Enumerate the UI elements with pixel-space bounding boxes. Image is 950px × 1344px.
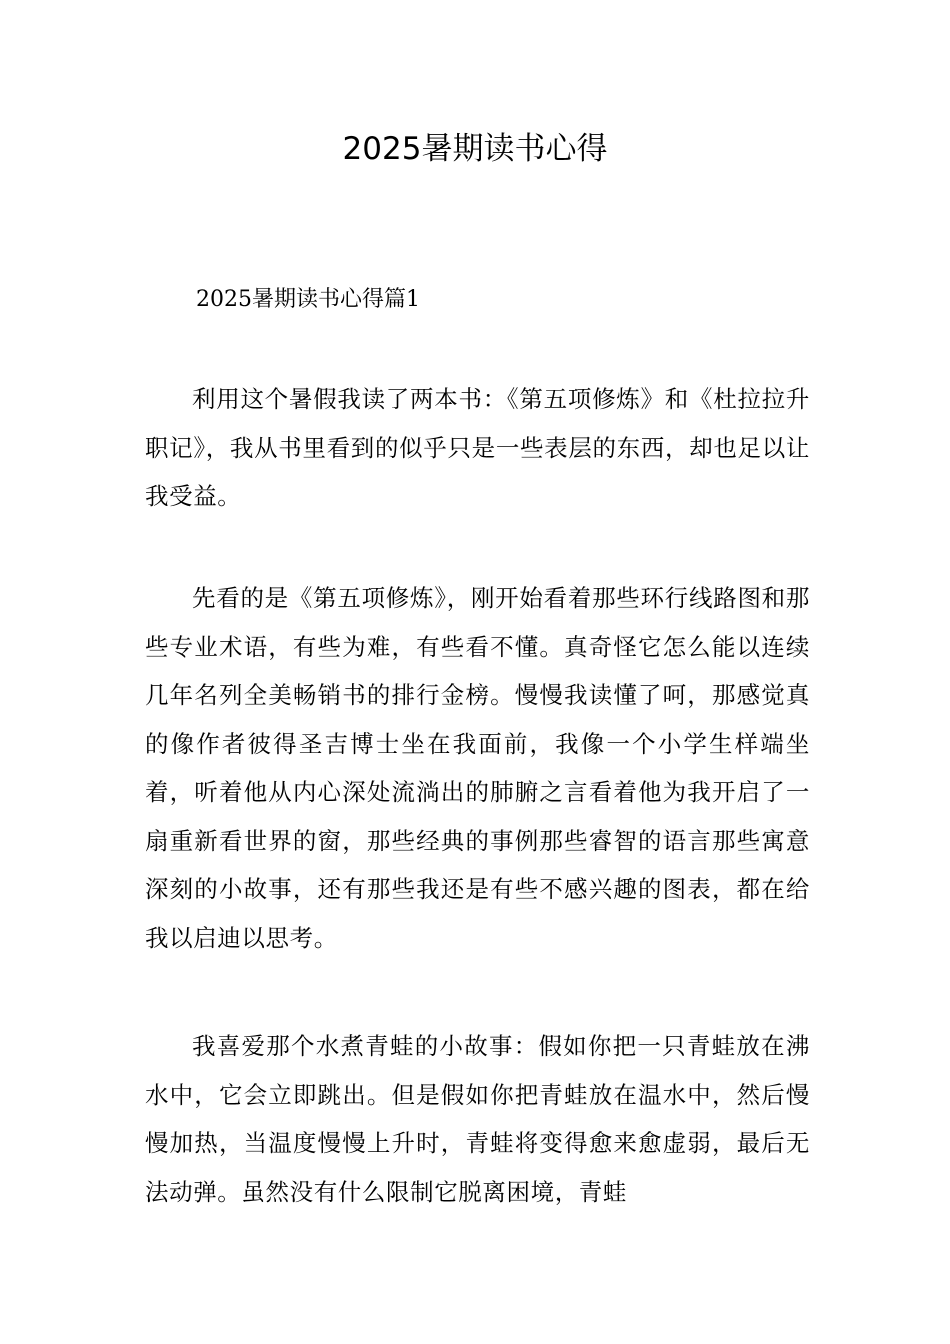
paragraph-2: 先看的是《第五项修炼》，刚开始看着那些环行线路图和那些专业术语，有些为难，有些看不懂。真奇怪它怎么能以连续几年名列全美畅销书的排行金榜。慢慢我读懂了呵，那感觉真的像作者彼得圣吉博士坐在我面前，我像一个小学生样端坐着，听着他从内心深处流淌出的肺腑之言看着他为我开启了一扇重新看世界的窗，那些经典的事例那些睿智的语言那些寓意深刻的小故事，还有那些我还是有些不感兴趣的图表，都在给我以启迪以思考。 (145, 584, 810, 952)
document-title: 2025暑期读书心得 (342, 131, 608, 167)
paragraph-3: 我喜爱那个水煮青蛙的小故事：假如你把一只青蛙放在沸水中，它会立即跳出。但是假如你把青蛙放在温水中，然后慢慢加热，当温度慢慢上升时，青蛙将变得愈来愈虚弱，最后无法动弹。虽然没有什么限制它脱离困境，青蛙 (145, 1032, 810, 1206)
paragraph-1: 利用这个暑假我读了两本书：《第五项修炼》和《杜拉拉升职记》，我从书里看到的似乎只是一些表层的东西，却也足以让我受益。 (145, 385, 810, 510)
section-heading: 2025暑期读书心得篇1 (196, 287, 420, 312)
